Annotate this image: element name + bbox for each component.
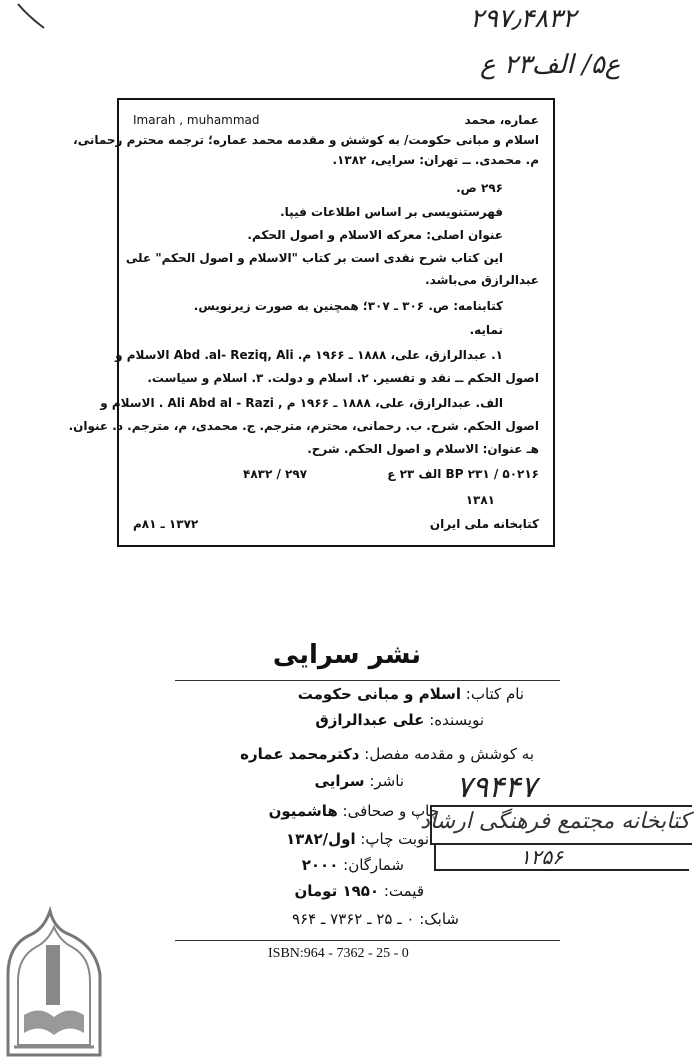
card-record-number: ۱۳۷۲ ـ ۸۱م <box>133 517 199 531</box>
catalog-card <box>68 98 555 547</box>
card-class-dewey: ۲۹۷ / ۴۸۳۲ <box>243 467 308 481</box>
card-original-title: عنوان اصلی: معرکه الاسلام و اصول الحکم. <box>247 228 503 242</box>
card-subject1-line1: ۱. عبدالرازق، علی، ۱۸۸۸ ـ ۱۹۶۶ م. Abd .al- Reziq, Ali الاسلام و <box>115 348 503 362</box>
bottom-rule <box>175 940 560 941</box>
card-note-line2: عبدالرازق می‌باشد. <box>425 273 539 287</box>
publisher-row <box>315 772 404 790</box>
library-stamp <box>420 795 694 873</box>
shabak-line: شابک: ۰ ـ ۲۵ ـ ۷۳۶۲ ـ ۹۶۴ <box>292 910 459 928</box>
copies-label: شمارگان: <box>343 856 404 874</box>
card-subject2-line1: الف. عبدالرازق، علی، ۱۸۸۸ ـ ۱۹۶۶ م , Ali Abd al - Razi . الاسلام و <box>100 396 503 410</box>
card-title-line1: اسلام و مبانی حکومت/ به کوشش و مقدمه محمد عماره؛ ترجمه محترم رحمانی، <box>73 133 539 147</box>
publisher-value: سرایی <box>314 772 365 790</box>
card-author-fa: عماره، محمد <box>464 113 539 127</box>
stamp-handwritten-number: ۷۹۴۴۷ <box>456 770 537 805</box>
card-year: ۱۳۸۱ <box>465 493 495 507</box>
copies-row <box>302 856 404 874</box>
publisher-label: ناشر: <box>369 772 404 790</box>
copies-value: ۲۰۰۰ <box>301 856 339 874</box>
card-note-line1: این کتاب شرح نقدی است بر کتاب "الاسلام و اصول الحکم" علی <box>125 251 503 265</box>
card-bibliography: کتابنامه: ص. ۳۰۶ ـ ۳۰۷؛ همچنین به صورت زیرنویس. <box>193 299 503 313</box>
card-author-latin: Imarah , muhammad <box>133 113 260 127</box>
stamp-code: ۱۲۵۶ <box>520 845 563 869</box>
card-subject2-line3: هـ عنوان: الاسلام و اصول الحکم. شرح. <box>307 442 539 456</box>
isbn-line: ISBN:964 - 7362 - 25 - 0 <box>268 946 409 961</box>
intro-row <box>240 745 534 763</box>
publisher-heading: نشر سرایی <box>272 640 422 670</box>
card-pages: ۲۹۶ ص. <box>456 181 503 195</box>
intro-label: به کوشش و مقدمه مفصل: <box>364 745 534 763</box>
card-library-name: کتابخانه ملی ایران <box>429 517 539 531</box>
printing-value: هاشمیون <box>268 802 338 820</box>
card-index: نمایه. <box>469 323 503 337</box>
card-subject1-line2: اصول الحکم ــ نقد و تفسیر. ۲. اسلام و دولت. ۳. اسلام و سیاست. <box>147 371 539 385</box>
price-label: قیمت: <box>383 882 424 900</box>
card-title-line2: م. محمدی. ــ تهران: سرایی، ۱۳۸۲. <box>332 153 539 167</box>
card-fipa: فهرستنویسی بر اساس اطلاعات فیپا. <box>280 205 503 219</box>
price-row <box>294 882 424 900</box>
printing-label: چاپ و صحافی: <box>342 802 439 820</box>
intro-value: دکترمحمد عماره <box>240 745 360 763</box>
book-name-value: اسلام و مبانی حکومت <box>297 685 461 703</box>
library-logo <box>0 905 112 1057</box>
author-label: نویسنده: <box>429 711 484 729</box>
edition-row <box>286 830 429 848</box>
card-subject2-line2: اصول الحکم. شرح. ب. رحمانی، محترم، مترجم. ج. محمدی، م، مترجم. د. عنوان. <box>68 419 539 433</box>
top-rule <box>175 680 560 681</box>
card-class-bp: BP ۲۳۱ / ۵۰۲۱۶ الف ۲۳ ع <box>387 467 539 481</box>
edition-label: نوبت چاپ: <box>360 830 429 848</box>
price-value: ۱۹۵۰ تومان <box>294 882 380 900</box>
handwritten-call-number: ۲۹۷٫۴۸۳۲ <box>470 4 577 34</box>
book-name-label: نام کتاب: <box>465 685 524 703</box>
card-author-row <box>133 112 539 128</box>
author-row <box>315 711 484 729</box>
stamp-library-name: کتابخانه مجتمع فرهنگی ارشاد <box>420 809 690 834</box>
corner-tick-mark <box>14 2 54 32</box>
author-value: علی عبدالرازق <box>315 711 425 729</box>
edition-value: اول/۱۳۸۲ <box>286 830 356 848</box>
printing-row <box>269 802 439 820</box>
handwritten-code: ع۵/ الف۲۳ ع <box>480 50 621 80</box>
book-name-row <box>298 685 524 703</box>
